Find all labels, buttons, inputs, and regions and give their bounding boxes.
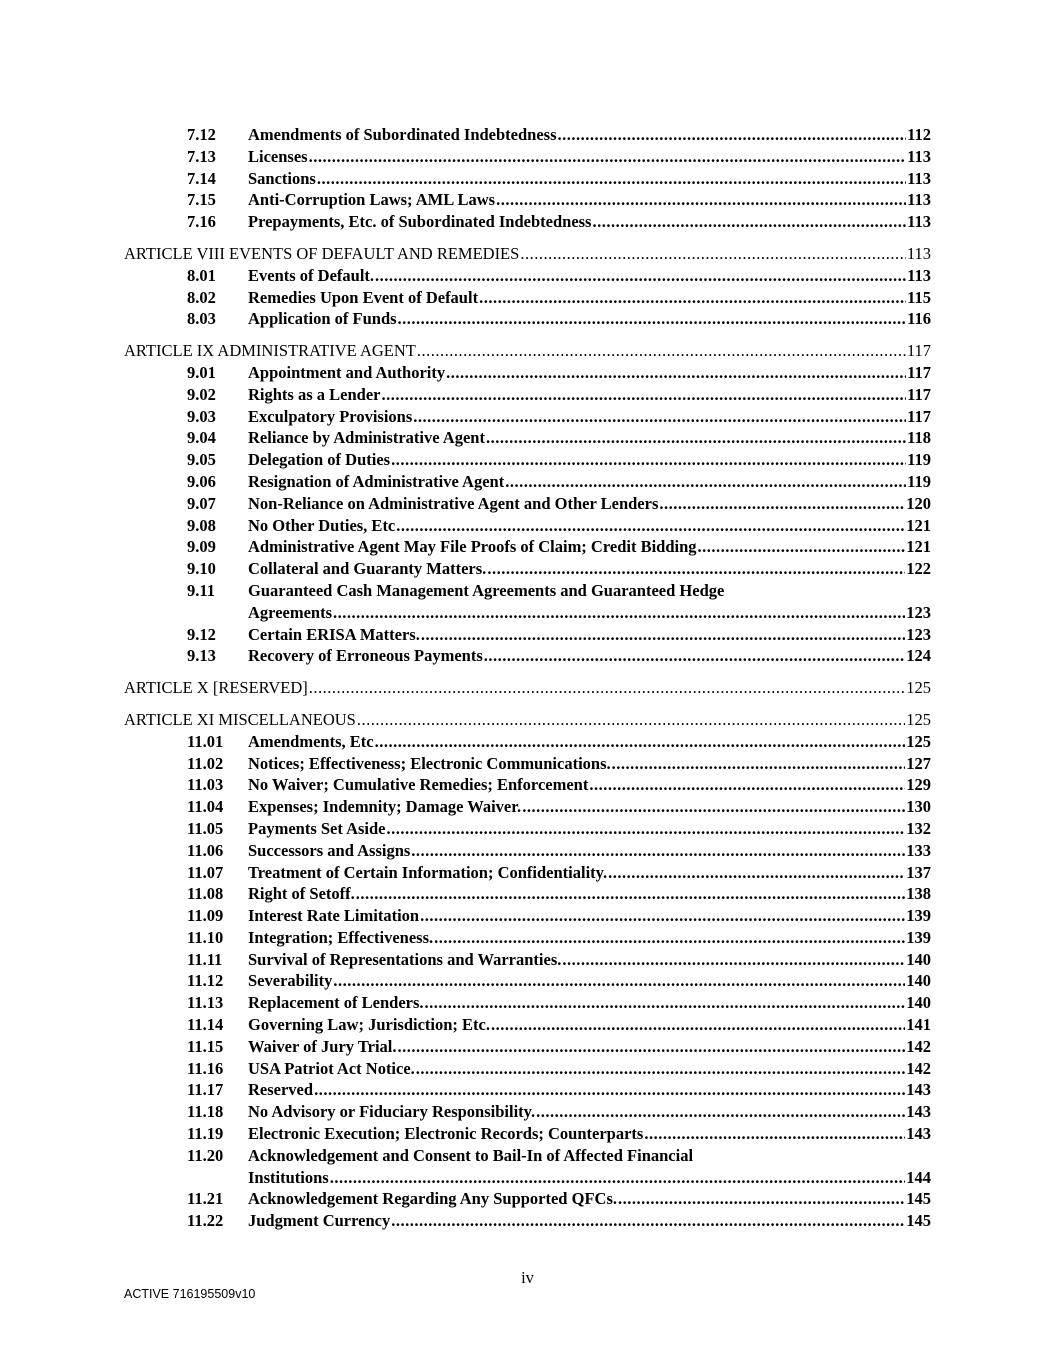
toc-section-row[interactable] [0, 427, 1055, 449]
toc-section-row[interactable] [0, 949, 1055, 971]
toc-section-row[interactable] [0, 774, 1055, 796]
toc-section-row[interactable] [0, 515, 1055, 537]
toc-entry-page: 113 [907, 212, 931, 232]
toc-section-row[interactable] [0, 471, 1055, 493]
toc-entry-page: 121 [906, 515, 931, 535]
toc-entry-page: 112 [907, 125, 931, 144]
toc-section-number: 7.14 [187, 168, 216, 188]
toc-section-row[interactable] [0, 536, 1055, 558]
toc-entry-page: 122 [906, 559, 931, 579]
toc-entry-title: ARTICLE VIII EVENTS OF DEFAULT AND REMEDIES [124, 243, 520, 263]
toc-entry-page: 142 [906, 1036, 931, 1056]
toc-entry-page: 125 [906, 709, 931, 729]
dot-leader [411, 840, 905, 862]
toc-section-row[interactable] [0, 558, 1055, 580]
toc-section-row[interactable] [0, 406, 1055, 428]
dot-leader [592, 211, 906, 233]
toc-section-number: 9.02 [187, 384, 216, 404]
toc-entry-page: 127 [906, 753, 931, 773]
toc-entry-title: Rights as a Lender [248, 384, 381, 404]
toc-section-number: 11.10 [187, 927, 224, 947]
toc-section-row[interactable] [0, 731, 1055, 753]
toc-entry-title: Acknowledgement Regarding Any Supported QFCs. [248, 1189, 617, 1209]
toc-entry-page: 145 [906, 1211, 931, 1231]
dot-leader [391, 449, 906, 471]
toc-section-number: 9.07 [187, 493, 216, 513]
toc-section-row[interactable] [0, 1079, 1055, 1101]
toc-entry-title: Sanctions [248, 168, 316, 188]
toc-section-number: 11.21 [187, 1189, 224, 1209]
dot-leader [562, 949, 905, 971]
toc-entry-title: Successors and Assigns [248, 840, 411, 860]
dot-leader [333, 602, 905, 624]
toc-entry-title: Events of Default. [248, 265, 375, 285]
dot-leader [387, 818, 906, 840]
toc-section-number: 11.20 [187, 1145, 224, 1165]
toc-section-number: 11.01 [187, 731, 224, 751]
toc-entry-page: 118 [907, 428, 931, 448]
toc-section-number: 11.11 [187, 949, 223, 969]
toc-entry-title: Survival of Representations and Warranties. [248, 949, 562, 969]
toc-entry-page: 113 [907, 146, 931, 166]
toc-section-number: 11.18 [187, 1102, 224, 1122]
toc-entry-title: Collateral and Guaranty Matters. [248, 559, 487, 579]
toc-section-row[interactable] [0, 645, 1055, 667]
toc-entry-page: 143 [906, 1124, 931, 1144]
toc-entry-title: Severability [248, 971, 333, 991]
toc-section-row[interactable] [0, 362, 1055, 384]
toc-entry-title: Licenses [248, 146, 308, 166]
toc-section-number: 11.22 [187, 1211, 224, 1231]
toc-entry-title: Recovery of Erroneous Payments [248, 646, 483, 666]
toc-section-number: 8.03 [187, 309, 216, 329]
dot-leader [434, 927, 905, 949]
dot-leader [420, 905, 905, 927]
toc-section-number: 11.07 [187, 862, 224, 882]
toc-section-number: 9.01 [187, 362, 216, 382]
toc-section-number: 9.04 [187, 428, 216, 448]
toc-entry-title-line1: Acknowledgement and Consent to Bail-In of Affected Financial [248, 1145, 694, 1165]
toc-entry-title: Appointment and Authority [248, 362, 446, 382]
toc-entry-page: 137 [906, 862, 931, 882]
toc-entry-title: Treatment of Certain Information; Confidentiality. [248, 862, 608, 882]
toc-section-row[interactable] [0, 862, 1055, 884]
dot-leader [375, 731, 906, 753]
toc-section-number: 11.14 [187, 1015, 224, 1035]
toc-article-row[interactable] [0, 340, 1055, 362]
toc-section-row[interactable] [0, 384, 1055, 406]
toc-section-number: 9.03 [187, 406, 216, 426]
dot-leader [391, 1210, 905, 1232]
toc-entry-page: 123 [906, 624, 931, 644]
toc-section-number: 11.03 [187, 775, 224, 795]
toc-section-number: 11.06 [187, 840, 224, 860]
toc-section-number: 9.10 [187, 559, 216, 579]
toc-entry-page: 141 [906, 1015, 931, 1035]
toc-section-row[interactable] [0, 970, 1055, 992]
toc-entry-page: 125 [906, 678, 931, 698]
toc-section-row[interactable] [0, 1058, 1055, 1080]
toc-entry-page: 143 [906, 1080, 931, 1100]
dot-leader [398, 1036, 906, 1058]
toc-section-number: 11.13 [187, 993, 224, 1013]
dot-leader [446, 362, 906, 384]
toc-section-number: 7.12 [187, 125, 216, 144]
toc-entry-page: 117 [907, 362, 931, 382]
toc-entry-title: Right of Setoff. [248, 884, 355, 904]
toc-section-number: 9.05 [187, 450, 216, 470]
toc-section-number: 9.13 [187, 646, 216, 666]
page-number: iv [521, 1268, 534, 1287]
toc-section-row[interactable] [0, 1014, 1055, 1036]
toc-section-number: 7.16 [187, 212, 216, 232]
dot-leader [589, 774, 905, 796]
toc-article-row[interactable] [0, 677, 1055, 699]
toc-entry-title: Notices; Effectiveness; Electronic Communications. [248, 753, 611, 773]
toc-entry-page: 129 [906, 775, 931, 795]
toc-section-number: 11.17 [187, 1080, 224, 1100]
toc-article-row[interactable] [0, 709, 1055, 731]
toc-section-row[interactable] [0, 883, 1055, 905]
dot-leader [309, 677, 905, 699]
toc-entry-page: 115 [907, 287, 931, 307]
toc-section-row[interactable] [0, 124, 1055, 146]
dot-leader [398, 308, 907, 330]
toc-entry-title: Certain ERISA Matters. [248, 624, 420, 644]
toc-entry-title: Prepayments, Etc. of Subordinated Indebtedness [248, 212, 592, 232]
toc-entry-page: 113 [906, 243, 931, 263]
toc-entry-title: Judgment Currency [248, 1211, 391, 1231]
toc-entry-title: No Waiver; Cumulative Remedies; Enforcement [248, 775, 589, 795]
toc-entry-page: 123 [906, 602, 931, 622]
toc-entry-page: 132 [906, 818, 931, 838]
toc-entry-title: No Advisory or Fiduciary Responsibility. [248, 1102, 536, 1122]
toc-entry-page: 143 [906, 1102, 931, 1122]
toc-entry-page: 113 [907, 168, 931, 188]
toc-entry-page: 142 [906, 1058, 931, 1078]
dot-leader [479, 287, 906, 309]
toc-section-number: 11.05 [187, 818, 224, 838]
toc-entry-page: 138 [906, 884, 931, 904]
dot-leader [496, 189, 906, 211]
toc-section-row[interactable] [0, 1145, 1055, 1167]
dot-leader [536, 1101, 905, 1123]
toc-entry-title: Non-Reliance on Administrative Agent and Other Lenders [248, 493, 659, 513]
toc-section-row[interactable] [0, 146, 1055, 168]
toc-entry-title: Agreements [248, 602, 332, 622]
toc-section-number: 9.12 [187, 624, 216, 644]
toc-entry-page: 113 [907, 265, 931, 285]
dot-leader [698, 536, 906, 558]
toc-section-number: 9.11 [187, 580, 215, 600]
toc-entry-page: 124 [906, 646, 931, 666]
dot-leader [612, 753, 906, 775]
toc-section-number: 11.08 [187, 884, 224, 904]
dot-leader [520, 243, 906, 265]
toc-section-number: 11.04 [187, 797, 224, 817]
toc-entry-title: Amendments of Subordinated Indebtedness [248, 125, 557, 144]
toc-section-number: 9.06 [187, 471, 216, 491]
toc-section-number: 8.01 [187, 265, 216, 285]
toc-entry-title: Electronic Execution; Electronic Records; Counterparts [248, 1124, 644, 1144]
toc-section-row[interactable] [0, 1036, 1055, 1058]
toc-entry-page: 116 [907, 309, 931, 329]
toc-entry-title: ARTICLE X [RESERVED] [124, 678, 308, 698]
dot-leader [558, 124, 907, 146]
toc-section-number: 11.12 [187, 971, 224, 991]
dot-leader [416, 1058, 905, 1080]
toc-section-row[interactable] [0, 905, 1055, 927]
toc-entry-page: 117 [906, 341, 931, 361]
toc-entry-page: 117 [907, 406, 931, 426]
dot-leader [421, 624, 905, 646]
toc-entry-page: 145 [906, 1189, 931, 1209]
toc-section-number: 11.16 [187, 1058, 224, 1078]
toc-section-row[interactable] [0, 753, 1055, 775]
toc-entry-title: USA Patriot Act Notice. [248, 1058, 415, 1078]
toc-entry-title: Integration; Effectiveness. [248, 927, 434, 947]
toc-section-row[interactable] [0, 211, 1055, 233]
toc-entry-page: 125 [906, 731, 931, 751]
toc-entry-title: Institutions [248, 1167, 329, 1187]
toc-entry-page: 117 [907, 384, 931, 404]
toc-section-row[interactable] [0, 796, 1055, 818]
toc-entry-title: ARTICLE XI MISCELLANEOUS [124, 709, 356, 729]
toc-section-row[interactable] [0, 1123, 1055, 1145]
toc-section-row[interactable] [0, 189, 1055, 211]
toc-section-row-continued[interactable] [0, 602, 1055, 624]
dot-leader [417, 340, 906, 362]
dot-leader [484, 645, 905, 667]
toc-entry-title: Replacement of Lenders. [248, 993, 424, 1013]
dot-leader [381, 384, 906, 406]
toc-entry-title: Application of Funds [248, 309, 397, 329]
toc-section-number: 11.09 [187, 906, 224, 926]
toc-entry-page: 121 [906, 537, 931, 557]
dot-leader [644, 1123, 905, 1145]
dot-leader [413, 406, 906, 428]
toc-entry-page: 130 [906, 797, 931, 817]
toc-entry-title: Amendments, Etc [248, 731, 374, 751]
dot-leader [486, 427, 906, 449]
toc-entry-page: 119 [907, 471, 931, 491]
toc-section-number: 8.02 [187, 287, 216, 307]
toc-section-row[interactable] [0, 580, 1055, 602]
toc-entry-title: ARTICLE IX ADMINISTRATIVE AGENT [124, 341, 416, 361]
toc-section-row[interactable] [0, 168, 1055, 190]
toc-entry-title: Exculpatory Provisions [248, 406, 413, 426]
toc-entry-page: 140 [906, 971, 931, 991]
toc-entry-page: 120 [906, 493, 931, 513]
toc-section-row[interactable] [0, 992, 1055, 1014]
toc-entry-title: Expenses; Indemnity; Damage Waiver. [248, 797, 522, 817]
toc-entry-page: 139 [906, 927, 931, 947]
toc-entry-title: Remedies Upon Event of Default [248, 287, 479, 307]
dot-leader [314, 1079, 905, 1101]
toc-entry-title: Interest Rate Limitation [248, 906, 420, 926]
toc-section-number: 11.19 [187, 1124, 224, 1144]
toc-entry-title: Anti-Corruption Laws; AML Laws [248, 190, 496, 210]
toc-entry-page: 119 [907, 450, 931, 470]
toc-entry-title-line1: Guaranteed Cash Management Agreements and Guaranteed Hedge [248, 580, 725, 600]
dot-leader [608, 862, 905, 884]
toc-section-row[interactable] [0, 265, 1055, 287]
toc-entry-page: 140 [906, 993, 931, 1013]
toc-entry-title: Reliance by Administrative Agent [248, 428, 485, 448]
toc-section-row[interactable] [0, 927, 1055, 949]
toc-entry-page: 144 [906, 1167, 931, 1187]
toc-entry-title: No Other Duties, Etc [248, 515, 396, 535]
toc-section-row[interactable] [0, 818, 1055, 840]
toc-entry-title: Resignation of Administrative Agent [248, 471, 505, 491]
dot-leader [505, 471, 906, 493]
toc-section-number: 11.02 [187, 753, 224, 773]
toc-section-number: 9.08 [187, 515, 216, 535]
dot-leader [618, 1188, 905, 1210]
toc-entry-page: 133 [906, 840, 931, 860]
dot-leader [659, 493, 905, 515]
toc-entry-title: Administrative Agent May File Proofs of Claim; Credit Bidding [248, 537, 697, 557]
toc-section-number: 7.13 [187, 146, 216, 166]
dot-leader [491, 1014, 905, 1036]
dot-leader [333, 970, 905, 992]
toc-section-row-continued[interactable] [0, 1167, 1055, 1189]
dot-leader [317, 168, 906, 190]
dot-leader [522, 796, 905, 818]
toc-section-number: 11.15 [187, 1036, 224, 1056]
toc-section-row[interactable] [0, 493, 1055, 515]
table-of-contents [0, 124, 1055, 1232]
toc-entry-title: Reserved [248, 1080, 314, 1100]
toc-entry-title: Payments Set Aside [248, 818, 386, 838]
toc-section-row[interactable] [0, 1101, 1055, 1123]
dot-leader [487, 558, 905, 580]
dot-leader [375, 265, 906, 287]
toc-section-row[interactable] [0, 840, 1055, 862]
toc-section-row[interactable] [0, 624, 1055, 646]
toc-article-row[interactable] [0, 243, 1055, 265]
toc-entry-title: Governing Law; Jurisdiction; Etc. [248, 1015, 490, 1035]
dot-leader [357, 709, 905, 731]
toc-entry-title: Delegation of Duties [248, 450, 391, 470]
toc-section-row[interactable] [0, 449, 1055, 471]
dot-leader [396, 515, 905, 537]
toc-section-row[interactable] [0, 1210, 1055, 1232]
document-id: ACTIVE 716195509v10 [124, 1287, 256, 1301]
toc-section-row[interactable] [0, 308, 1055, 330]
toc-section-number: 9.09 [187, 537, 216, 557]
dot-leader [425, 992, 906, 1014]
toc-entry-page: 139 [906, 906, 931, 926]
dot-leader [330, 1167, 906, 1189]
toc-entry-title: Waiver of Jury Trial. [248, 1036, 397, 1056]
dot-leader [309, 146, 907, 168]
toc-section-row[interactable] [0, 287, 1055, 309]
toc-section-number: 7.15 [187, 190, 216, 210]
toc-entry-page: 140 [906, 949, 931, 969]
toc-section-row[interactable] [0, 1188, 1055, 1210]
toc-entry-page: 113 [907, 190, 931, 210]
dot-leader [356, 883, 905, 905]
